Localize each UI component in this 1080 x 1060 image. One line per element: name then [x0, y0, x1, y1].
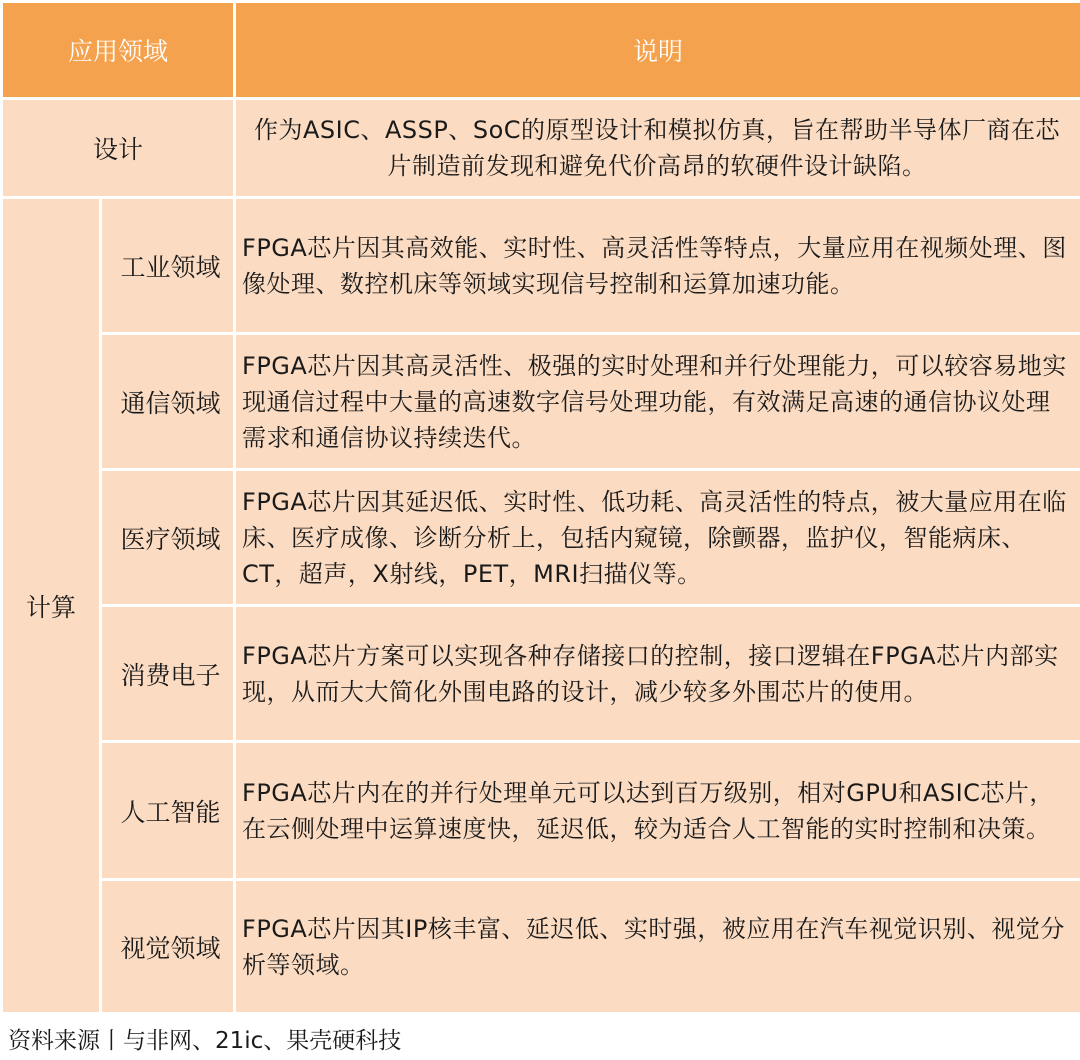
- table-row-medical: [2, 470, 1080, 606]
- table-row-ai: [2, 742, 1080, 880]
- sub-desc-communication: FPGA芯片因其高灵活性、极强的实时处理和并行处理能力，可以较容易地实现通信过程中大量的高速数字信号处理功能，有效满足高速的通信协议处理需求和通信协议持续迭代。: [235, 334, 1080, 470]
- sub-desc-ai: FPGA芯片内在的并行处理单元可以达到百万级别，相对GPU和ASIC芯片，在云侧处理中运算速度快，延迟低，较为适合人工智能的实时控制和决策。: [235, 742, 1080, 880]
- row-desc-design: 作为ASIC、ASSP、SoC的原型设计和模拟仿真，旨在帮助半导体厂商在芯片制造前发现和避免代价高昂的软硬件设计缺陷。: [235, 99, 1080, 198]
- header-application-field: 应用领域: [2, 2, 235, 99]
- sub-desc-industrial: FPGA芯片因其高效能、实时性、高灵活性等特点，大量应用在视频处理、图像处理、数控机床等领域实现信号控制和运算加速功能。: [235, 198, 1080, 334]
- table-row-consumer: [2, 606, 1080, 742]
- sub-label-consumer: 消费电子: [101, 606, 235, 742]
- sub-label-vision: 视觉领域: [101, 880, 235, 1014]
- row-label-compute: 计算: [2, 198, 101, 1014]
- table-row-design: [2, 99, 1080, 198]
- sub-label-communication: 通信领域: [101, 334, 235, 470]
- sub-label-industrial: 工业领域: [101, 198, 235, 334]
- source-note: 资料来源丨与非网、21ic、果壳硬科技: [8, 1028, 402, 1054]
- header-row: [2, 2, 1080, 99]
- sub-desc-consumer: FPGA芯片方案可以实现各种存储接口的控制，接口逻辑在FPGA芯片内部实现，从而大大简化外围电路的设计，减少较多外围芯片的使用。: [235, 606, 1080, 742]
- sub-label-ai: 人工智能: [101, 742, 235, 880]
- sub-label-medical: 医疗领域: [101, 470, 235, 606]
- sub-desc-vision: FPGA芯片因其IP核丰富、延迟低、实时强，被应用在汽车视觉识别、视觉分析等领域。: [235, 880, 1080, 1014]
- sub-desc-medical: FPGA芯片因其延迟低、实时性、低功耗、高灵活性的特点，被大量应用在临床、医疗成像、诊断分析上，包括内窥镜，除颤器，监护仪，智能病床、CT，超声，X射线，PET，MRI扫描仪等。: [235, 470, 1080, 606]
- table-row-industrial: [2, 198, 1080, 334]
- header-description: 说明: [235, 2, 1080, 99]
- row-label-design: 设计: [2, 99, 235, 198]
- table-row-vision: [2, 880, 1080, 1014]
- table-row-communication: [2, 334, 1080, 470]
